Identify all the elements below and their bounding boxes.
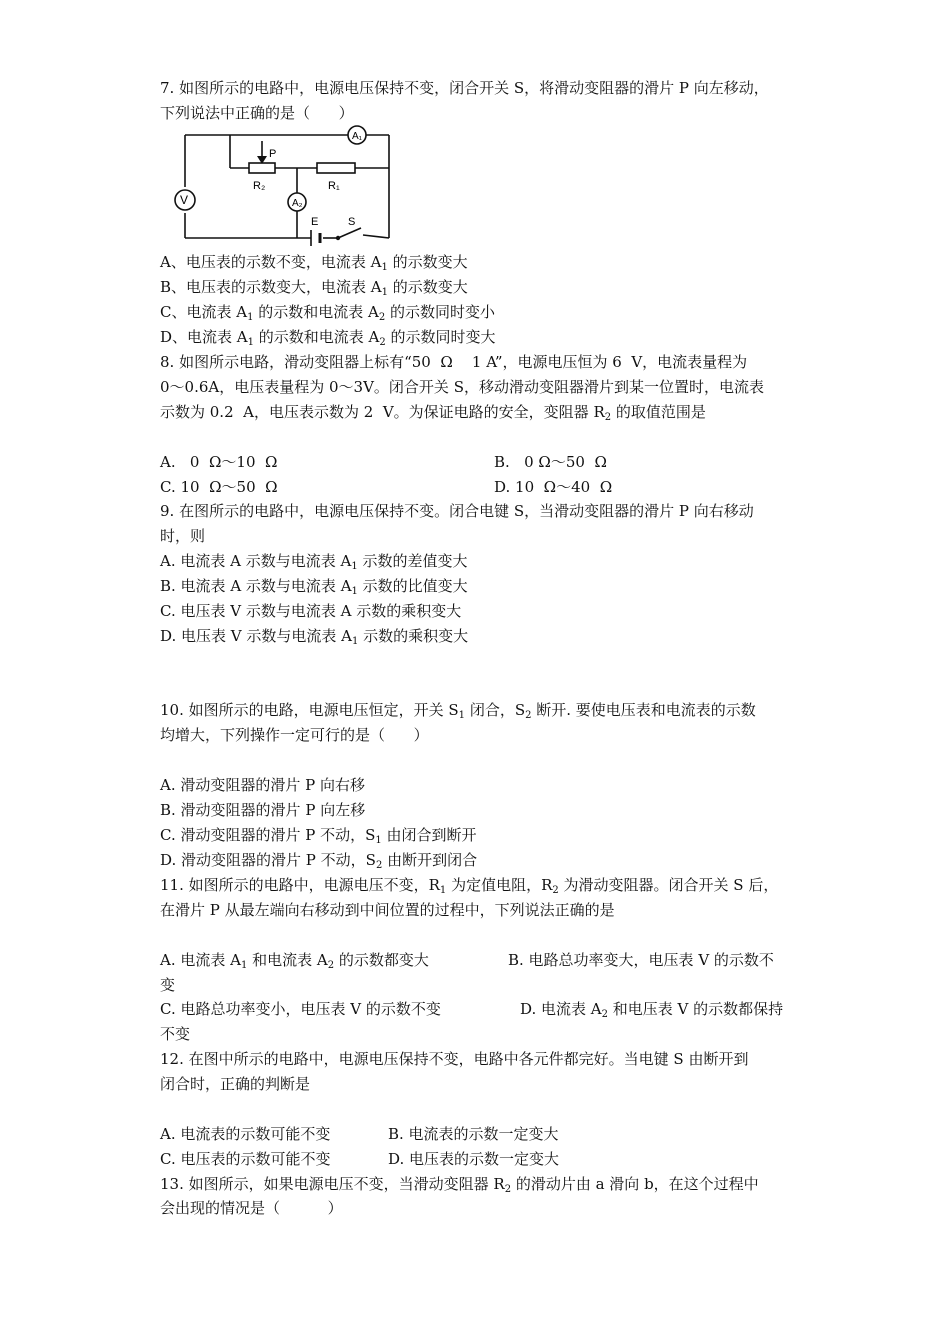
q7-stem-line1: 7. 如图所示的电路中，电源电压保持不变，闭合开关 S，将滑动变阻器的滑片 P 向左移动， [160, 79, 769, 97]
q8-stem-line2: 0～0.6A，电压表量程为 0～3V。闭合开关 S，移动滑动变阻器滑片到某一位置时，电流表 [160, 378, 764, 396]
slider-p-label: P [269, 148, 277, 160]
q12-option-d: D. 电压表的示数一定变大 [388, 1150, 560, 1168]
q10-option-d: D. 滑动变阻器的滑片 P 不动，$S_2$ 由断开到闭合 [160, 851, 478, 871]
r2-label: R₂ [253, 180, 266, 192]
q11-option-d: D. 电流表 $A_2$ 和电压表 V 的示数都保持 [520, 1000, 784, 1020]
q12-stem-line1: 12. 在图中所示的电路中，电源电压保持不变，电路中各元件都完好。当电键 S 由断开到 [160, 1050, 749, 1068]
q11-stem-line2: 在滑片 P 从最左端向右移动到中间位置的过程中，下列说法正确的是 [160, 901, 615, 919]
q8-option-a: A. 0 Ω～10 Ω [160, 453, 278, 471]
q12-stem-line2: 闭合时，正确的判断是 [160, 1075, 311, 1093]
q11-stem-line1: 11. 如图所示的电路中，电源电压不变，$R_1$ 为定值电阻，$R_2$ 为滑动变阻器。闭合开关 S 后， [160, 876, 779, 896]
q11-option-b: B. 电路总功率变大，电压表 V 的示数不 [508, 951, 774, 969]
q9-stem-line1: 9. 在图所示的电路中，电源电压保持不变。闭合电键 S，当滑动变阻器的滑片 P 向右移动 [160, 502, 754, 520]
q7-option-a: A、电压表的示数不变，电流表 $A_1$ 的示数变大 [160, 253, 468, 273]
q11-option-d-cont: 不变 [160, 1025, 191, 1043]
q10-stem-line1: 10. 如图所示的电路，电源电压恒定，开关 $S_1$ 闭合，$S_2$ 断开. 要使电压表和电流表的示数 [160, 701, 756, 721]
q8-stem-line1: 8. 如图所示电路，滑动变阻器上标有“50 Ω 1 A”，电源电压恒为 6 V，电流表量程为 [160, 353, 748, 371]
q8-option-b: B. 0 Ω～50 Ω [494, 453, 607, 471]
q10-option-b: B. 滑动变阻器的滑片 P 向左移 [160, 801, 366, 819]
q12-option-a: A. 电流表的示数可能不变 [160, 1125, 331, 1143]
q12-option-c: C. 电压表的示数可能不变 [160, 1150, 331, 1168]
q8-option-d: D. 10 Ω～40 Ω [494, 478, 613, 496]
q7-option-c: C、电流表 $A_1$ 的示数和电流表 $A_2$ 的示数同时变小 [160, 303, 495, 323]
q9-stem-line2: 时，则 [160, 527, 206, 545]
q10-option-c: C. 滑动变阻器的滑片 P 不动，$S_1$ 由闭合到断开 [160, 826, 477, 846]
q9-option-a: A. 电流表 A 示数与电流表 $A_1$ 示数的差值变大 [160, 552, 468, 572]
q7-stem-line2: 下列说法中正确的是（ ） [160, 104, 354, 122]
q9-option-c: C. 电压表 V 示数与电流表 A 示数的乘积变大 [160, 602, 462, 620]
q8-option-c: C. 10 Ω～50 Ω [160, 478, 278, 496]
q13-stem-line1: 13. 如图所示，如果电源电压不变，当滑动变阻器 $R_2$ 的滑动片由 a 滑向 b，在这个过程中 [160, 1175, 759, 1195]
a2-meter-label: A₂ [292, 198, 303, 209]
q12-option-b: B. 电流表的示数一定变大 [388, 1125, 559, 1143]
q7-option-b: B、电压表的示数变大，电流表 $A_1$ 的示数变大 [160, 278, 468, 298]
q13-stem-line2: 会出现的情况是（ ） [160, 1199, 343, 1217]
q10-stem-line2: 均增大，下列操作一定可行的是（ ） [160, 726, 429, 744]
a1-meter-label: A₁ [352, 131, 363, 142]
q11-option-b-cont: 变 [160, 976, 176, 994]
battery-e-label: E [311, 216, 319, 228]
q7-option-d: D、电流表 $A_1$ 的示数和电流表 $A_2$ 的示数同时变大 [160, 328, 496, 348]
q9-option-b: B. 电流表 A 示数与电流表 $A_1$ 示数的比值变大 [160, 577, 468, 597]
q7-circuit-diagram [165, 123, 400, 253]
q8-stem-line3: 示数为 0.2 A，电压表示数为 2 V。为保证电路的安全，变阻器 $R_2$ 的取值范围是 [160, 403, 706, 423]
q10-option-a: A. 滑动变阻器的滑片 P 向右移 [160, 776, 365, 794]
q11-option-a: A. 电流表 $A_1$ 和电流表 $A_2$ 的示数都变大 [160, 951, 429, 971]
voltmeter-label: V [180, 193, 189, 207]
q11-option-c: C. 电路总功率变小，电压表 V 的示数不变 [160, 1000, 441, 1018]
r1-label: R₁ [328, 180, 340, 192]
q9-option-d: D. 电压表 V 示数与电流表 $A_1$ 示数的乘积变大 [160, 627, 469, 647]
switch-s-label: S [348, 216, 356, 228]
